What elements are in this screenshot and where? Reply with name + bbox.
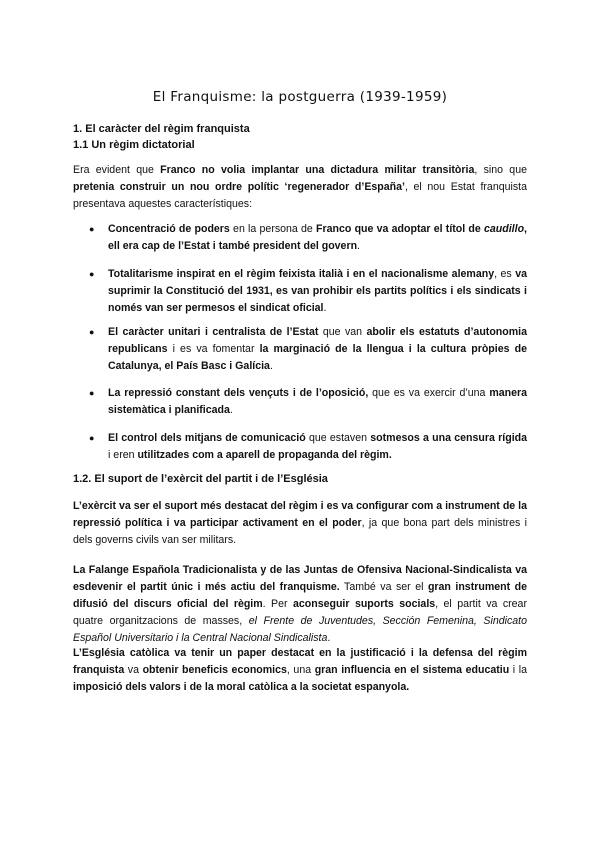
bullet-icon: ● <box>89 388 95 398</box>
list-item-text: El control dels mitjans de comunicació que estaven sotmesos a una censura rígida i eren utilitzades com a aparell de propaganda del règim. <box>108 432 528 461</box>
section-heading-1: 1. El caràcter del règim franquista <box>73 123 250 135</box>
army-paragraph: L’exèrcit va ser el suport més destacat del règim i es va configurar com a instrument de la repressió política i va participar activament en el poder, ja que bona part dels ministres i dels governs civils van ser militars. <box>73 500 527 546</box>
bullet-icon: ● <box>89 327 95 337</box>
list-item-text: El caràcter unitari i centralista de l’Estat que van abolir els estatuts d’autonomia republicans i es va fomentar la marginació de la llengua i la cultura pròpies de Catalunya, el País Basc i Galícia. <box>108 326 527 372</box>
bullet-icon: ● <box>89 224 95 234</box>
church-paragraph: L’Església catòlica va tenir un paper destacat en la justificació i la defensa del règim franquista va obtenir beneficis economics, una gran influencia en el sistema educatiu i la imposició dels valors i de la moral catòlica a la societat espanyola. <box>73 647 527 693</box>
section-heading-1-2: 1.2. El suport de l’exèrcit del partit i de l’Església <box>73 473 328 485</box>
list-item-text: Concentració de poders en la persona de Franco que va adoptar el títol de caudillo, ell era cap de l’Estat i també president del govern. <box>108 223 527 252</box>
bullet-icon: ● <box>89 433 95 443</box>
bullet-icon: ● <box>89 269 95 279</box>
section-heading-1-1: 1.1 Un règim dictatorial <box>73 139 195 151</box>
list-item-text: La repressió constant dels vençuts i de l’oposició, que es va exercir d’una manera sistemàtica i planificada. <box>108 387 528 416</box>
falange-paragraph: La Falange Española Tradicionalista y de las Juntas de Ofensiva Nacional-Sindicalista va esdevenir el partit únic i més actiu del franquisme. També va ser el gran instrument de difusió del discurs oficial del règim. Per aconseguir suports socials, el partit va crear quatre organitzacions de masses, el Frente de Juventudes, Sección Femenina, Sindicato Español Universitario i la Central Nacional Sindicalista. <box>73 564 527 644</box>
intro-paragraph: Era evident que Franco no volia implantar una dictadura militar transitòria, sino que pretenia construir un nou ordre polític ‘regenerador d’España’, el nou Estat franquista presentava aquestes característiques: <box>73 164 527 210</box>
list-item-text: Totalitarisme inspirat en el règim feixista italià i en el nacionalisme alemany, es va suprimir la Constitució del 1931, es van prohibir els partits polítics i els sindicats i només van ser permesos el sindicat oficial. <box>108 268 527 314</box>
page-title: El Franquisme: la postguerra (1939-1959) <box>152 89 448 105</box>
